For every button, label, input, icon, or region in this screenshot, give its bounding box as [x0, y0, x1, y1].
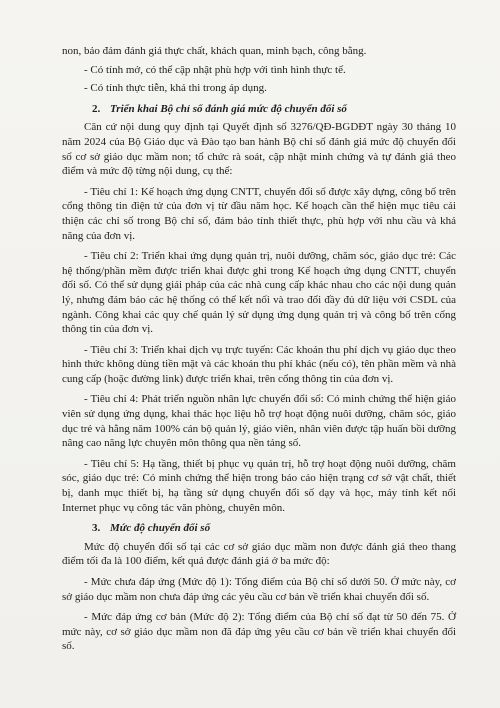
section-2-number: 2. — [92, 102, 101, 115]
criterion-1: - Tiêu chí 1: Kế hoạch ứng dụng CNTT, chuyển đổi số được xây dựng, công bố trên cổng thông tin điện tử của đơn vị từ đầu năm học. Kế hoạch cần thể hiện mục tiêu cải thiện các chỉ số trong Bộ chỉ số, đảm bảo tính thiết thực, phù hợp với nhu cầu và khả năng của đơn vị. — [62, 185, 456, 242]
intro-line-1: non, bảo đảm đánh giá thực chất, khách quan, minh bạch, công bằng. — [62, 45, 367, 57]
criterion-4: - Tiêu chí 4: Phát triển nguồn nhân lực chuyển đổi số: Có minh chứng thể hiện giáo viên sử dụng ứng dụng, khai thác học liệu hỗ trợ hoạt động nuôi dưỡng, chăm sóc, giáo dục trẻ và hằng năm 100% cán bộ quản lý, giáo viên, nhân viên được tập huấn bồi dưỡng nâng cao năng lực chuyên môn thông qua nền tảng số. — [62, 393, 456, 450]
level-2: - Mức đáp ứng cơ bản (Mức độ 2): Tổng điểm của Bộ chỉ số đạt từ 50 đến 75. Ở mức này, cơ sở giáo dục mầm non đã đáp ứng yêu cầu cơ bản về triển khai chuyển đổi số. — [62, 611, 456, 653]
level-1: - Mức chưa đáp ứng (Mức độ 1): Tổng điểm của Bộ chỉ số dưới 50. Ở mức này, cơ sở giáo dục mầm non chưa đáp ứng các yêu cầu cơ bản về triển khai chuyển đổi số. — [62, 576, 456, 603]
section-3-lead: Mức độ chuyển đổi số tại các cơ sở giáo dục mầm non được đánh giá theo thang điểm tối đa là 100 điểm, kết quả được đánh giá ở ba mức độ: — [62, 540, 456, 568]
intro-line-3: - Có tính thực tiễn, khả thi trong áp dụng. — [84, 82, 267, 95]
criterion-3: - Tiêu chí 3: Triển khai dịch vụ trực tuyến: Các khoản thu phí dịch vụ giáo dục theo hình thức không dùng tiền mặt và các khoản thu phí khác (nếu có), tên phần mềm và nhà cung cấp (hoặc đường link) được triển khai, trên cổng thông tin của đơn vị. — [62, 343, 456, 385]
section-3-title: Mức độ chuyển đổi số — [110, 522, 211, 535]
section-2-title: Triển khai Bộ chỉ số đánh giá mức độ chuyển đổi số — [110, 102, 347, 115]
section-3-heading — [62, 521, 456, 536]
section-2-heading — [62, 102, 456, 117]
intro-line-2: - Có tính mở, có thể cập nhật phù hợp với tình hình thực tế. — [84, 63, 346, 76]
section-2-lead: Căn cứ nội dung quy định tại Quyết định số 3276/QĐ-BGDĐT ngày 30 tháng 10 năm 2024 của Bộ Giáo dục và Đào tạo ban hành Bộ chỉ số đánh giá mức độ chuyển đổi số cơ sở giáo dục mầm non; tổ chức rà soát, cập nhật minh chứng và tự đánh giá theo điểm và mức độ từng nội dung, cụ thể: — [62, 121, 456, 178]
criterion-5: - Tiêu chí 5: Hạ tầng, thiết bị phục vụ quản trị, hỗ trợ hoạt động nuôi dưỡng, chăm sóc, giáo dục trẻ: Có minh chứng thể hiện trong báo cáo hiện trạng cơ sở vật chất, thiết bị, danh mục thiết bị, hạ tầng sử dụng chuyển đổi số dạy và học, máy tính kết nối Internet phục vụ công tác văn phòng, chuyên môn. — [62, 457, 456, 514]
section-3-number: 3. — [92, 522, 101, 535]
criterion-2: - Tiêu chí 2: Triển khai ứng dụng quản trị, nuôi dưỡng, chăm sóc, giáo dục trẻ: Các hệ thống/phần mềm được triển khai được ghi trong Kế hoạch ứng dụng CNTT, chuyển đổi số. Có thể sử dụng giải pháp của các nhà cung cấp khác nhau cho các nội dung quản lý, nhưng đảm bảo các hệ thống có thể kết nối và trao đổi đầy đủ dữ liệu với CSDL của ngành. Công khai các quy chế quản lý sử dụng ứng dụng quản trị và công bố trên cổng thông tin của đơn vị. — [62, 250, 456, 336]
